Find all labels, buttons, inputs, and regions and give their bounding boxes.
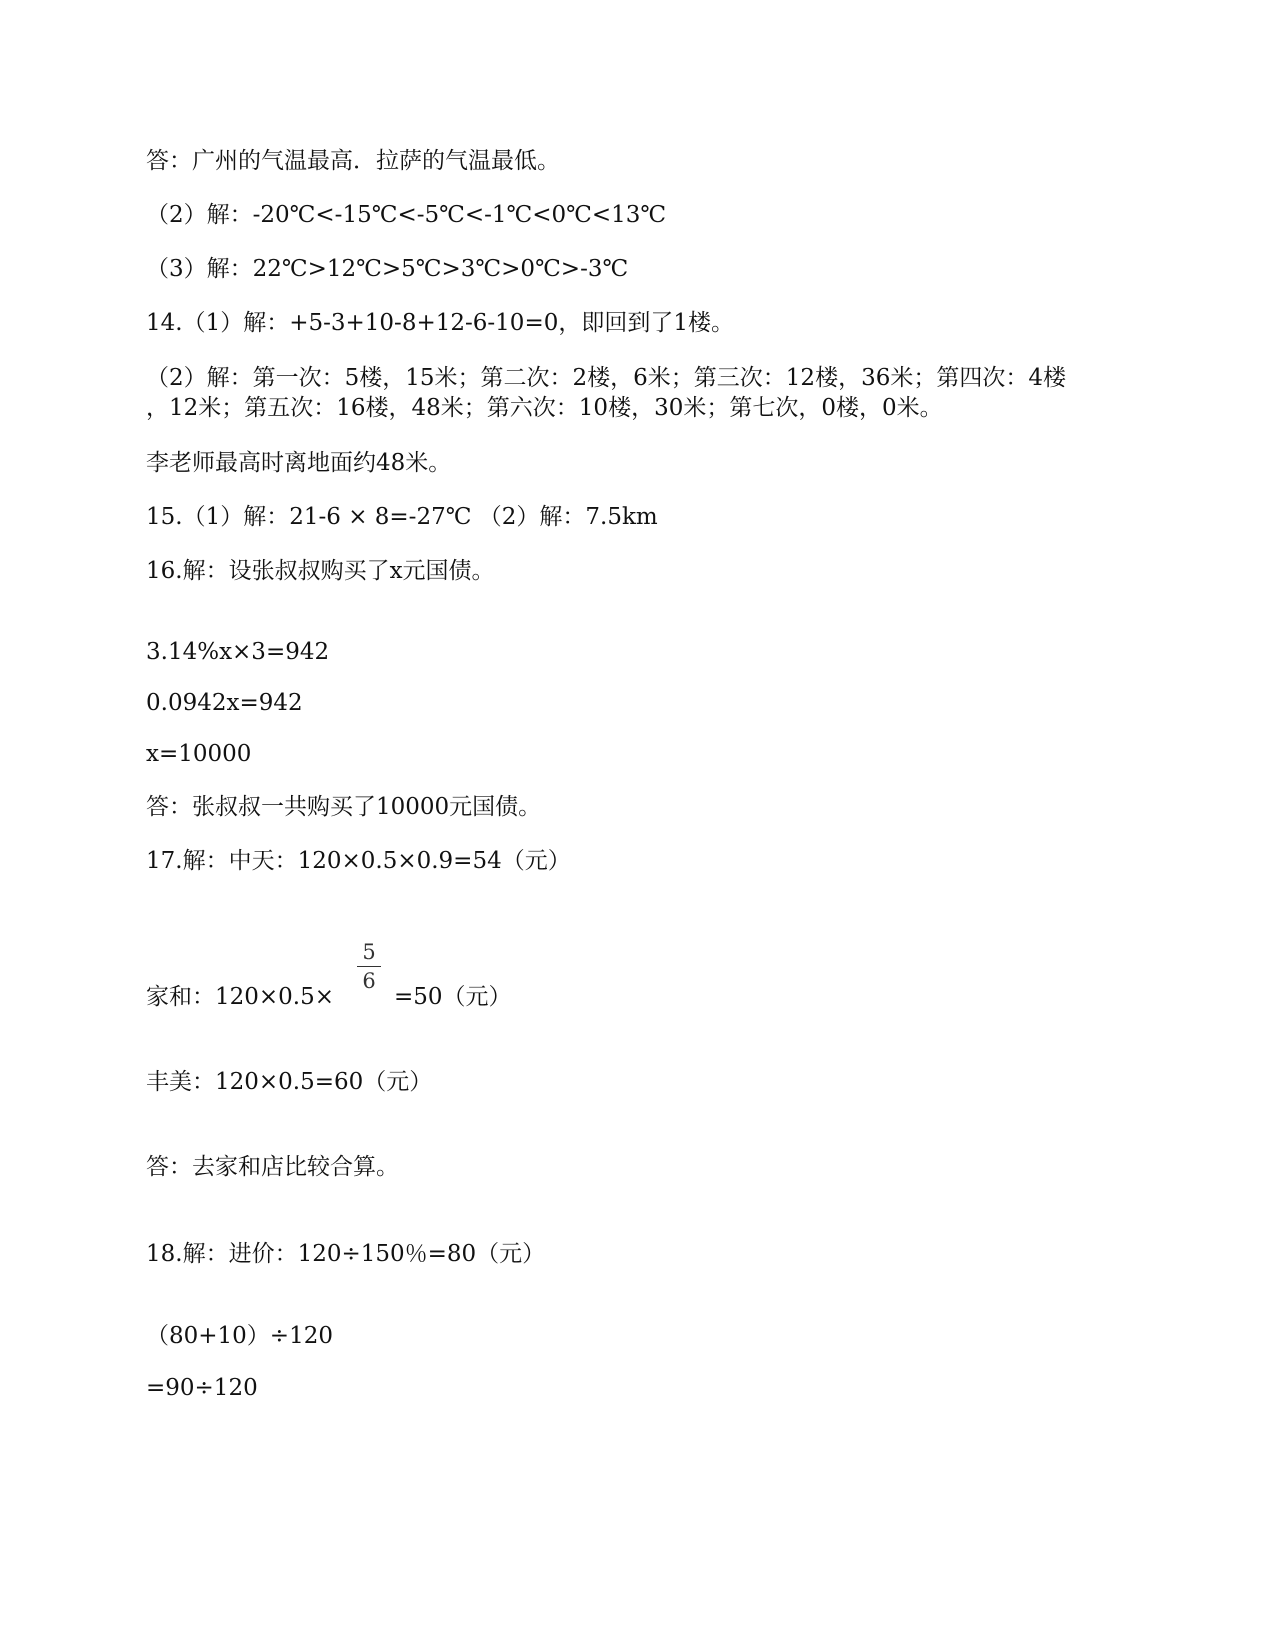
answer-line-16-conclusion: 答：张叔叔一共购买了10000元国债。 [146,794,542,820]
answer-line-17-jiahe-left: 家和：120×0.5× [146,984,335,1010]
answer-line-14-1: 14.（1）解：+5-3+10-8+12-6-10=0，即回到了1楼。 [146,310,734,336]
calculation-line-2: =90÷120 [146,1375,258,1401]
answer-line-17-jiahe-right: =50（元） [394,984,512,1010]
fraction-five-sixths [355,940,383,993]
answer-line-14-2-part2: ，12米；第五次：16楼，48米；第六次：10楼，30米；第七次，0楼，0米。 [146,395,943,421]
answer-line-14-2-part1: （2）解：第一次：5楼，15米；第二次：2楼，6米；第三次：12楼，36米；第四次：4楼 [146,365,1066,391]
equation-line-3: x=10000 [146,741,252,767]
answer-line-17-fengmei: 丰美：120×0.5=60（元） [146,1069,433,1095]
equation-line-2: 0.0942x=942 [146,690,303,716]
calculation-line-1: （80+10）÷120 [146,1323,333,1349]
answer-line-15: 15.（1）解：21-6 × 8=-27℃ （2）解：7.5km [146,504,658,530]
answer-line-17-conclusion: 答：去家和店比较合算。 [146,1154,399,1180]
answer-line-17-zhongtian: 17.解：中天：120×0.5×0.9=54（元） [146,848,571,874]
answer-line-13-1-conclusion: 答：广州的气温最高．拉萨的气温最低。 [146,148,560,174]
answer-line-14-2-conclusion: 李老师最高时离地面约48米。 [146,450,452,476]
fraction-denominator: 6 [362,969,376,993]
answer-line-13-2: （2）解：-20℃<-15℃<-5℃<-1℃<0℃<13℃ [146,202,667,228]
answer-line-18-cost: 18.解：进价：120÷150％=80（元） [146,1241,546,1267]
equation-line-1: 3.14%x×3=942 [146,639,330,665]
fraction-bar [357,966,381,967]
answer-line-13-3: （3）解：22℃>12℃>5℃>3℃>0℃>-3℃ [146,256,629,282]
fraction-numerator: 5 [362,940,376,964]
answer-line-16-setup: 16.解：设张叔叔购买了x元国债。 [146,558,495,584]
